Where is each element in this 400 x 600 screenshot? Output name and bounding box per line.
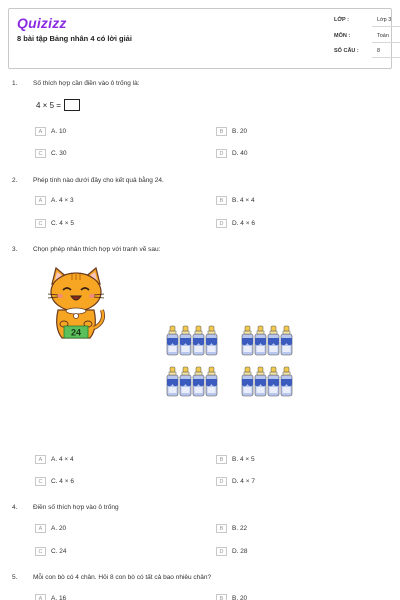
question-number: 2. [12, 177, 18, 184]
option-b[interactable] [216, 196, 255, 205]
option-b[interactable] [216, 455, 255, 464]
milk-bottle-icon [206, 367, 217, 396]
milk-bottles-icon [165, 325, 219, 357]
option-letter-box: B [216, 196, 227, 205]
milk-bottle-icon [281, 326, 292, 355]
milk-bottle-icon [180, 326, 191, 355]
option-b[interactable] [216, 127, 247, 136]
option-a[interactable] [35, 196, 74, 205]
question-number: 1. [12, 80, 18, 87]
milk-bottle-icon [193, 326, 204, 355]
option-d[interactable] [216, 477, 255, 486]
divider [372, 57, 400, 58]
meta-subject-value: Toán [377, 33, 389, 39]
milk-bottle-icon [255, 367, 266, 396]
option-letter-box: D [216, 547, 227, 556]
option-text: B. 4 × 5 [232, 456, 255, 463]
option-text: B. 20 [232, 595, 248, 600]
option-letter-box: D [216, 219, 227, 228]
option-letter-box: A [35, 524, 46, 533]
milk-bottle-icon [255, 326, 266, 355]
option-a[interactable] [35, 524, 66, 533]
option-text: A. 4 × 4 [51, 456, 74, 463]
milk-bottle-icon [167, 367, 178, 396]
option-letter-box: B [216, 524, 227, 533]
option-letter-box: C [35, 219, 46, 228]
milk-bottle-icon [180, 367, 191, 396]
question-text: Mỗi con bò có 4 chân. Hỏi 8 con bò có tất cả bao nhiêu chân? [33, 574, 212, 581]
option-text: B. 20 [232, 128, 248, 135]
option-text: C. 30 [51, 150, 67, 157]
option-letter-box: A [35, 127, 46, 136]
option-text: D. 28 [232, 548, 248, 555]
option-c[interactable] [35, 149, 67, 158]
option-d[interactable] [216, 219, 255, 228]
option-letter-box: A [35, 594, 46, 600]
worksheet-header [8, 8, 392, 69]
bottle-group-1 [165, 325, 219, 362]
meta-subject-label: MÔN : [334, 33, 351, 39]
question-text: Chọn phép nhân thích hợp với tranh vẽ sau: [33, 246, 161, 253]
option-text: A. 20 [51, 525, 67, 532]
option-letter-box: A [35, 455, 46, 464]
milk-bottle-icon [206, 326, 217, 355]
bottle-group-2 [240, 325, 294, 362]
option-text: C. 4 × 6 [51, 478, 74, 485]
cat-sign-number: 24 [70, 327, 82, 338]
milk-bottles-icon [240, 325, 294, 357]
question-text: Số thích hợp cần điền vào ô trống là: [33, 80, 140, 87]
option-text: D. 40 [232, 150, 248, 157]
option-letter-box: B [216, 127, 227, 136]
question-text: Điền số thích hợp vào ô trống [33, 504, 119, 511]
meta-count-label: SỐ CÂU : [334, 48, 359, 54]
question-number: 4. [12, 504, 18, 511]
bottle-group-4 [240, 366, 294, 403]
option-letter-box: B [216, 455, 227, 464]
milk-bottle-icon [268, 326, 279, 355]
milk-bottle-icon [242, 326, 253, 355]
option-a[interactable] [35, 455, 74, 464]
option-letter-box: C [35, 477, 46, 486]
option-letter-box: A [35, 196, 46, 205]
option-text: C. 4 × 5 [51, 220, 74, 227]
option-a[interactable] [35, 594, 66, 600]
option-d[interactable] [216, 149, 248, 158]
option-a[interactable] [35, 127, 66, 136]
divider [372, 26, 400, 27]
cat-illustration [44, 266, 108, 346]
milk-bottle-icon [281, 367, 292, 396]
milk-bottles-icon [240, 366, 294, 398]
option-text: B. 4 × 4 [232, 197, 255, 204]
meta-grade-label: LỚP : [334, 17, 349, 23]
option-b[interactable] [216, 524, 247, 533]
equation-text: 4 × 5 = [36, 100, 61, 110]
option-c[interactable] [35, 477, 74, 486]
option-text: D. 4 × 7 [232, 478, 255, 485]
option-letter-box: D [216, 477, 227, 486]
option-d[interactable] [216, 547, 248, 556]
divider [372, 42, 400, 43]
option-text: A. 4 × 3 [51, 197, 74, 204]
option-letter-box: C [35, 149, 46, 158]
milk-bottle-icon [193, 367, 204, 396]
question-text: Phép tính nào dưới đây cho kết quả bằng 24. [33, 177, 164, 184]
bottle-group-3 [165, 366, 219, 403]
meta-grade-value: Lớp 3 [377, 17, 392, 23]
option-c[interactable] [35, 547, 67, 556]
option-text: C. 24 [51, 548, 67, 555]
quizizz-logo: Quizizz [17, 15, 67, 31]
option-text: D. 4 × 6 [232, 220, 255, 227]
milk-bottle-icon [268, 367, 279, 396]
answer-blank-box [64, 99, 80, 111]
question-number: 3. [12, 246, 18, 253]
meta-count-value: 8 [377, 48, 381, 54]
option-letter-box: D [216, 149, 227, 158]
milk-bottles-icon [165, 366, 219, 398]
worksheet-title: 8 bài tập Bảng nhân 4 có lời giải [17, 34, 132, 43]
option-letter-box: B [216, 594, 227, 600]
milk-bottle-icon [242, 367, 253, 396]
option-text: B. 22 [232, 525, 248, 532]
option-text: A. 10 [51, 128, 67, 135]
option-c[interactable] [35, 219, 74, 228]
equation [36, 99, 80, 111]
option-text: A. 16 [51, 595, 67, 600]
question-number: 5. [12, 574, 18, 581]
option-letter-box: C [35, 547, 46, 556]
option-b[interactable] [216, 594, 247, 600]
milk-bottle-icon [167, 326, 178, 355]
